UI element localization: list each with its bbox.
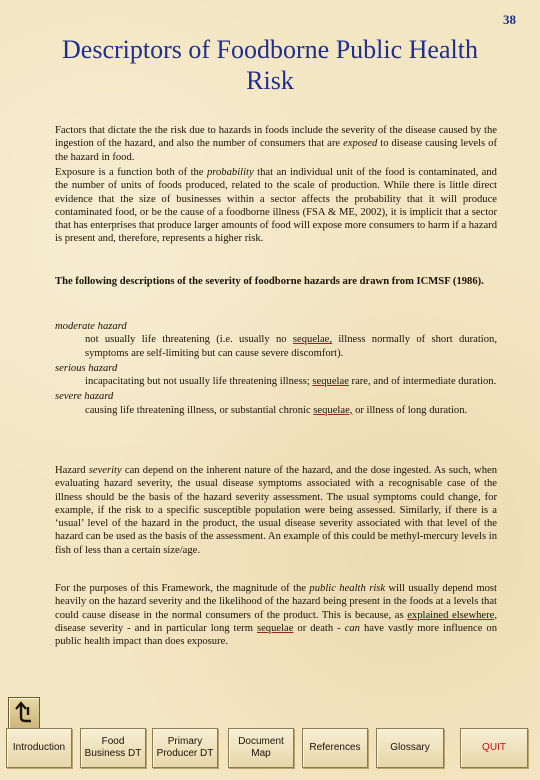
emphasis-probability: probability — [206, 167, 254, 178]
text-run: or illness of long duration. — [352, 404, 468, 416]
sequelae-link[interactable]: sequelae, — [292, 334, 333, 346]
home-button[interactable] — [8, 697, 40, 729]
text-run: causing life threatening illness, or substantial chronic — [85, 404, 314, 416]
sequelae-link[interactable]: sequelae, — [313, 404, 353, 416]
text-run: illness normally of short duration, symptoms are self-limiting but can cause severe discomfort). — [85, 334, 497, 359]
text-run: incapacitating but not usually life threatening illness; — [85, 376, 313, 388]
glossary-button[interactable]: Glossary — [376, 728, 444, 768]
term-severe-hazard: severe hazard — [55, 391, 114, 403]
introduction-button[interactable]: Introduction — [6, 728, 72, 768]
text-run: Hazard — [55, 465, 89, 476]
text-run: can depend on the inherent nature of the hazard, and the dose ingested. As such, when evaluating hazard severity, the usual disease symptoms associated with a recognisable case of the illness should be the basis of the hazard severity assessment. The usual symptoms could change, for example, if the risk to a specific susceptible population were being assessed. Similarly, if there is a ‘usual’ level of the hazard in the product, the usual disease severity associated with that level of the hazard can be used as the basis of the assessment. An example of this could be methyl-mercury levels in fish of less than a certain size/age. — [55, 465, 497, 556]
paragraph-exposure — [55, 166, 497, 246]
paragraph-severity — [55, 464, 497, 557]
text-run: For the purposes of this Framework, the magnitude of the — [55, 583, 310, 594]
references-button[interactable]: References — [302, 728, 368, 768]
text-run: that an individual unit of the food is contaminated, and the number of units of foods produced, related to the scale of production. While there is little direct evidence that the size of businesses within a sector affects the probability that it will produce contaminated food, or be the cause of a foodborne illness (FSA & ME, 2002), it is implicit that a sector that has enterprises that produce larger amounts of food will expose more consumers to harm if a hazard is present and, therefore, represents a higher risk. — [55, 167, 497, 245]
paragraph-icmsf: The following descriptions of the severity of foodborne hazards are drawn from ICMSF (1986). — [55, 276, 484, 287]
term-serious-hazard: serious hazard — [55, 362, 118, 374]
text-run: to disease causing levels of the hazard in food. — [55, 138, 497, 163]
sequelae-link[interactable]: sequelae — [256, 622, 294, 634]
text-run: will usually depend most heavily on the hazard severity and the likelihood of the hazard being present in the foods at a levels that could cause disease in the normal consumers of the product. This is because, as — [55, 583, 497, 621]
desc-serious-hazard — [85, 375, 497, 388]
desc-moderate-hazard — [85, 333, 497, 360]
paragraph-intro — [55, 124, 497, 164]
text-run: not usually life threatening (i.e. usually no — [85, 334, 293, 346]
emphasis-severity: severity — [88, 465, 122, 476]
text-run: Exposure is a function both of the — [55, 167, 207, 178]
text-run: disease severity - and in particular long term — [55, 622, 257, 634]
text-run: rare, and of intermediate duration. — [348, 376, 497, 388]
emphasis-exposed: exposed — [343, 138, 378, 150]
primary-producer-dt-button[interactable]: Primary Producer DT — [152, 728, 218, 768]
text-run: or death - — [293, 622, 345, 634]
sequelae-link[interactable]: sequelae — [312, 376, 349, 388]
document-map-button[interactable]: Document Map — [228, 728, 294, 768]
page-title: Descriptors of Foodborne Public Health Risk — [62, 35, 478, 95]
return-arrow-icon — [13, 701, 35, 725]
term-moderate-hazard: moderate hazard — [55, 321, 127, 332]
paragraph-framework — [55, 582, 497, 648]
quit-button[interactable]: QUIT — [460, 728, 528, 768]
emphasis-public-health-risk: public health risk — [309, 583, 386, 594]
emphasis-can: can — [344, 622, 360, 634]
food-business-dt-button[interactable]: Food Business DT — [80, 728, 146, 768]
explained-elsewhere-link[interactable]: explained elsewhere, — [407, 609, 497, 621]
severity-definitions — [55, 320, 497, 419]
text-run: Factors that dictate the the risk due to hazards in foods include the severity of the disease caused by the ingestion of the hazard, and also the number of consumers that are — [55, 125, 497, 150]
text-run: have vastly more influence on public health impact than does exposure. — [55, 622, 498, 648]
desc-severe-hazard — [85, 404, 497, 417]
page-number: 38 — [503, 12, 516, 27]
